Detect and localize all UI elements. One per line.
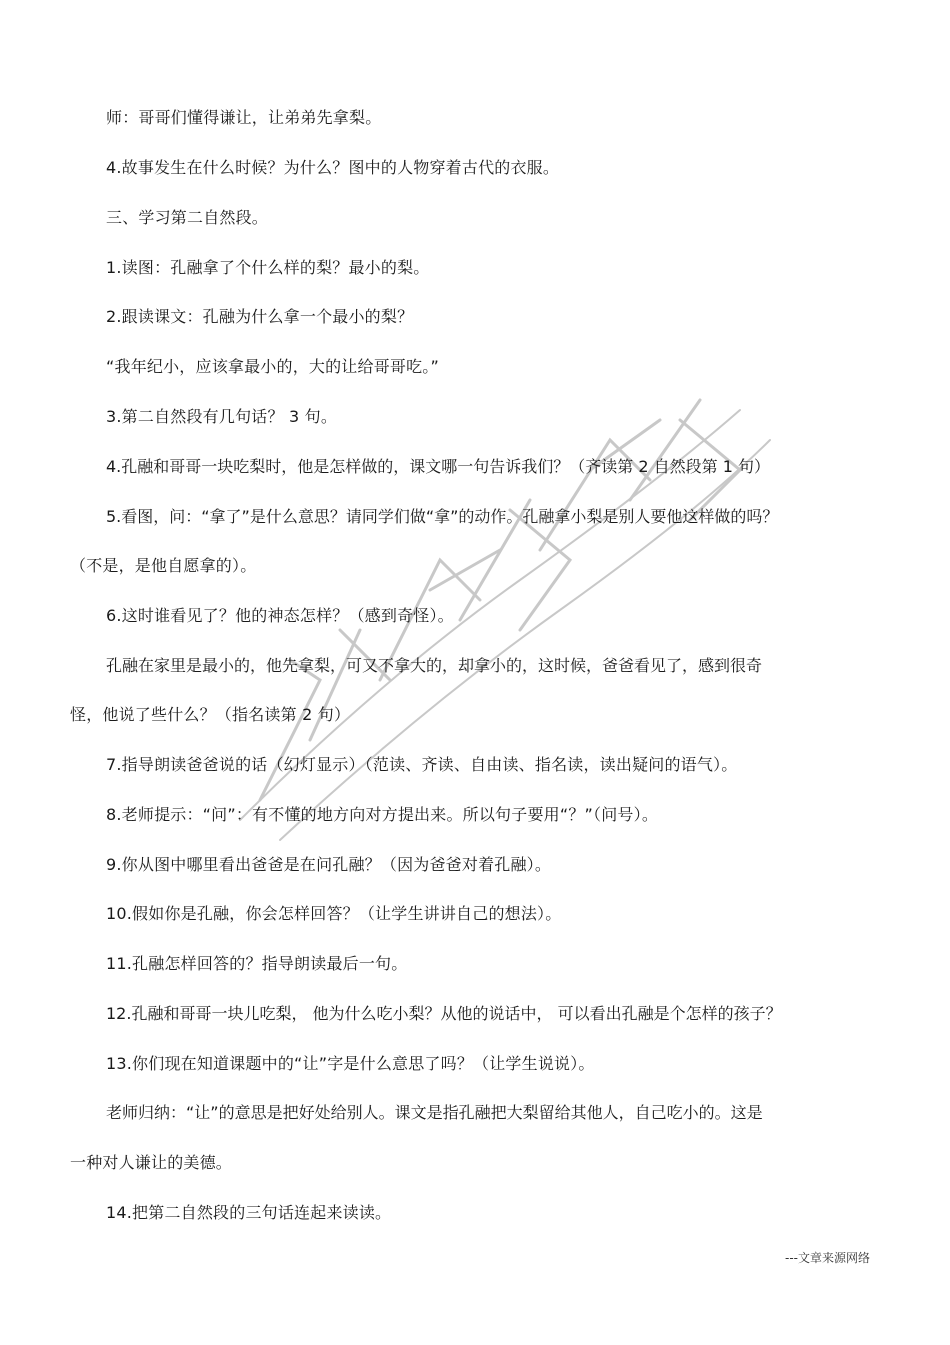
text-line: （不是，是他自愿拿的）。 bbox=[70, 556, 257, 575]
text-line: 3.第二自然段有几句话？ 3 句。 bbox=[106, 407, 338, 426]
text-line: 孔融在家里是最小的，他先拿梨，可又不拿大的，却拿小的，这时候，爸爸看见了，感到很奇 bbox=[106, 656, 763, 675]
text-line: 14.把第二自然段的三句话连起来读读。 bbox=[106, 1203, 392, 1222]
text-line: 1.读图：孔融拿了个什么样的梨？最小的梨。 bbox=[106, 258, 430, 277]
text-line: 一种对人谦让的美德。 bbox=[70, 1153, 233, 1172]
text-line: 6.这时谁看见了？他的神态怎样？（感到奇怪）。 bbox=[106, 606, 454, 625]
section-heading: 三、学习第二自然段。 bbox=[106, 208, 269, 227]
text-line: 11.孔融怎样回答的？指导朗读最后一句。 bbox=[106, 954, 408, 973]
text-line: 师：哥哥们懂得谦让，让弟弟先拿梨。 bbox=[106, 108, 382, 127]
text-line: 9.你从图中哪里看出爸爸是在问孔融？（因为爸爸对着孔融）。 bbox=[106, 855, 552, 874]
text-line: 10.假如你是孔融，你会怎样回答？（让学生讲讲自己的想法）。 bbox=[106, 904, 562, 923]
text-line: 5.看图，问：“拿了”是什么意思？请同学们做“拿”的动作。孔融拿小梨是别人要他这样做的吗？ bbox=[106, 507, 779, 526]
footer-source: ---文章来源网络 bbox=[785, 1251, 870, 1265]
text-line: 4.故事发生在什么时候？为什么？图中的人物穿着古代的衣服。 bbox=[106, 158, 560, 177]
text-line: 8.老师提示：“问”：有不懂的地方向对方提出来。所以句子要用“？”（问号）。 bbox=[106, 805, 659, 824]
text-line: 12.孔融和哥哥一块儿吃梨， 他为什么吃小梨？从他的说话中， 可以看出孔融是个怎样的孩子？ bbox=[106, 1004, 782, 1023]
text-line: 2.跟读课文：孔融为什么拿一个最小的梨？ bbox=[106, 307, 414, 326]
text-line: 13.你们现在知道课题中的“让”字是什么意思了吗？（让学生说说）。 bbox=[106, 1054, 595, 1073]
text-line: 怪，他说了些什么？（指名读第 2 句） bbox=[70, 705, 351, 724]
text-line: 7.指导朗读爸爸说的话（幻灯显示）（范读、齐读、自由读、指名读，读出疑问的语气）。 bbox=[106, 755, 738, 774]
text-line: 老师归纳：“让”的意思是把好处给别人。课文是指孔融把大梨留给其他人，自己吃小的。这是 bbox=[106, 1103, 763, 1122]
text-line: 4.孔融和哥哥一块吃梨时，他是怎样做的，课文哪一句告诉我们？（齐读第 2 自然段第 1 句） bbox=[106, 457, 770, 476]
quote-line: “我年纪小，应该拿最小的，大的让给哥哥吃。” bbox=[106, 357, 439, 376]
